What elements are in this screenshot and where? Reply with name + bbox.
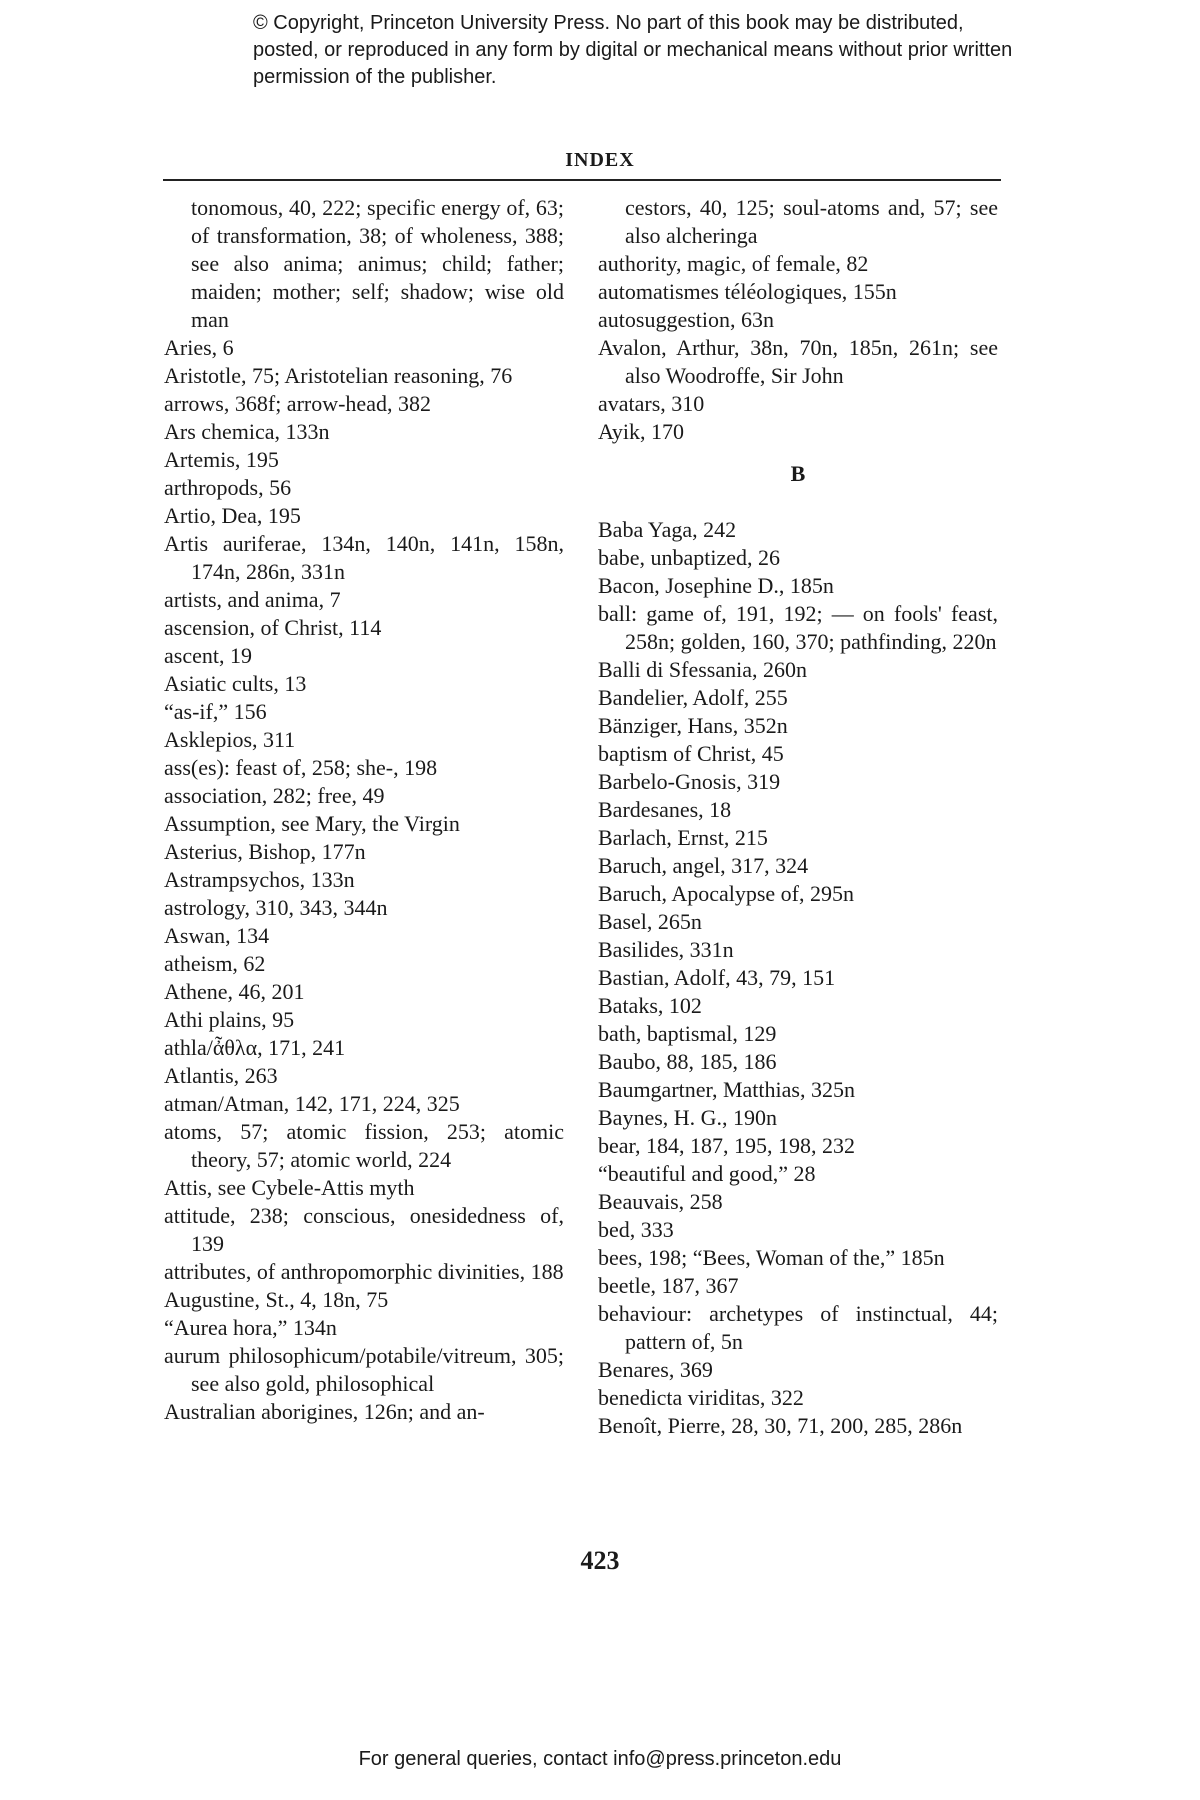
index-entry: ascension, of Christ, 114 (164, 615, 382, 640)
index-entry: Artio, Dea, 195 (164, 503, 301, 528)
index-entry: ass(es): feast of, 258; she-, 198 (164, 755, 438, 780)
index-entry: Baumgartner, Matthias, 325n (598, 1077, 855, 1102)
index-entry: Athi plains, 95 (164, 1007, 295, 1032)
index-entry: Asklepios, 311 (164, 727, 296, 752)
index-entry: Bacon, Josephine D., 185n (598, 573, 834, 598)
heading-rule (163, 179, 1001, 181)
index-entry: behaviour: archetypes of instinctual, 44; pattern of, 5n (598, 1301, 998, 1354)
index-entry: Basel, 265n (598, 909, 702, 934)
index-entry: Barlach, Ernst, 215 (598, 825, 768, 850)
index-entry: “Aurea hora,” 134n (164, 1315, 337, 1340)
index-entry: bear, 184, 187, 195, 198, 232 (598, 1133, 855, 1158)
index-entry: atman/Atman, 142, 171, 224, 325 (164, 1091, 460, 1116)
index-entry: Beauvais, 258 (598, 1189, 723, 1214)
index-entry: Artis auriferae, 134n, 140n, 141n, 158n, 174n, 286n, 331n (164, 531, 564, 584)
index-entry: cestors, 40, 125; soul-atoms and, 57; see also alcheringa (625, 195, 998, 248)
index-entry: “beautiful and good,” 28 (598, 1161, 816, 1186)
index-entry: Asterius, Bishop, 177n (164, 839, 366, 864)
index-entry: Atlantis, 263 (164, 1063, 278, 1088)
index-entry: Assumption, see Mary, the Virgin (164, 811, 460, 836)
index-entry: tonomous, 40, 222; specific energy of, 63; of transformation, 38; of wholeness, 388; see also anima; animus; child; father; maiden; mother; self; shadow; wise old man (191, 195, 564, 332)
index-column-left (164, 194, 564, 1426)
index-entry: Bastian, Adolf, 43, 79, 151 (598, 965, 836, 990)
index-entry: Bandelier, Adolf, 255 (598, 685, 788, 710)
index-entry: baptism of Christ, 45 (598, 741, 784, 766)
index-entry: Aristotle, 75; Aristotelian reasoning, 76 (164, 363, 513, 388)
index-entry: Bataks, 102 (598, 993, 702, 1018)
index-entry: Baruch, Apocalypse of, 295n (598, 881, 854, 906)
index-entry: authority, magic, of female, 82 (598, 251, 869, 276)
index-entry: Baubo, 88, 185, 186 (598, 1049, 777, 1074)
index-entry: autosuggestion, 63n (598, 307, 774, 332)
index-entry: Benares, 369 (598, 1357, 713, 1382)
index-column-right (598, 194, 998, 1440)
index-entry: arrows, 368f; arrow-head, 382 (164, 391, 431, 416)
index-entry: Aswan, 134 (164, 923, 270, 948)
index-entry: athla/ἆθλα, 171, 241 (164, 1035, 346, 1060)
page-heading: INDEX (565, 149, 635, 171)
section-letter: B (790, 461, 806, 486)
index-entry: arthropods, 56 (164, 475, 292, 500)
footer-contact: For general queries, contact info@press.princeton.edu (358, 1748, 842, 1770)
index-entry: Australian aborigines, 126n; and an- (164, 1399, 485, 1424)
index-entry: Athene, 46, 201 (164, 979, 305, 1004)
page-number: 423 (580, 1546, 620, 1575)
index-entry: artists, and anima, 7 (164, 587, 341, 612)
index-entry: Bänziger, Hans, 352n (598, 713, 788, 738)
copyright-notice: © Copyright, Princeton University Press. No part of this book may be distributed, posted, or reproduced in any form by digital or mechanical means without prior written permission of the publisher. (253, 12, 1013, 88)
index-entry: bed, 333 (598, 1217, 674, 1242)
index-entry: atoms, 57; atomic fission, 253; atomic theory, 57; atomic world, 224 (164, 1119, 564, 1172)
index-entry: Balli di Sfessania, 260n (598, 657, 807, 682)
index-entry: attitude, 238; conscious, onesidedness of, 139 (164, 1203, 564, 1256)
index-entry: Barbelo-Gnosis, 319 (598, 769, 781, 794)
index-entry: attributes, of anthropomorphic divinities, 188 (164, 1259, 564, 1284)
index-entry: automatismes téléologiques, 155n (598, 279, 897, 304)
index-entry: Astrampsychos, 133n (164, 867, 355, 892)
index-entry: Bardesanes, 18 (598, 797, 732, 822)
index-entry: bees, 198; “Bees, Woman of the,” 185n (598, 1245, 945, 1270)
index-entry: bath, baptismal, 129 (598, 1021, 777, 1046)
index-entry: benedicta viriditas, 322 (598, 1385, 804, 1410)
index-entry: Asiatic cults, 13 (164, 671, 307, 696)
index-entry: atheism, 62 (164, 951, 266, 976)
index-entry: avatars, 310 (598, 391, 705, 416)
index-entry: Aries, 6 (164, 335, 234, 360)
index-entry: aurum philosophicum/potabile/vitreum, 305; see also gold, philosophical (164, 1343, 564, 1396)
index-entry: Benoît, Pierre, 28, 30, 71, 200, 285, 286n (598, 1413, 963, 1438)
index-entry: Artemis, 195 (164, 447, 279, 472)
index-entry: ascent, 19 (164, 643, 252, 668)
index-entry: Baba Yaga, 242 (598, 517, 737, 542)
index-entry: “as-if,” 156 (164, 699, 267, 724)
index-entry: babe, unbaptized, 26 (598, 545, 781, 570)
index-entry: Basilides, 331n (598, 937, 734, 962)
index-entry: astrology, 310, 343, 344n (164, 895, 388, 920)
index-entry: Baynes, H. G., 190n (598, 1105, 778, 1130)
index-entry: Avalon, Arthur, 38n, 70n, 185n, 261n; see also Woodroffe, Sir John (598, 335, 998, 388)
index-entry: Ayik, 170 (598, 419, 684, 444)
index-entry: association, 282; free, 49 (164, 783, 385, 808)
index-entry: Attis, see Cybele-Attis myth (164, 1175, 415, 1200)
index-entry: Ars chemica, 133n (164, 419, 330, 444)
index-entry: Augustine, St., 4, 18n, 75 (164, 1287, 389, 1312)
index-entry: ball: game of, 191, 192; — on fools' feast, 258n; golden, 160, 370; pathfinding, 220n (598, 601, 998, 654)
index-entry: beetle, 187, 367 (598, 1273, 739, 1298)
index-entry: Baruch, angel, 317, 324 (598, 853, 809, 878)
